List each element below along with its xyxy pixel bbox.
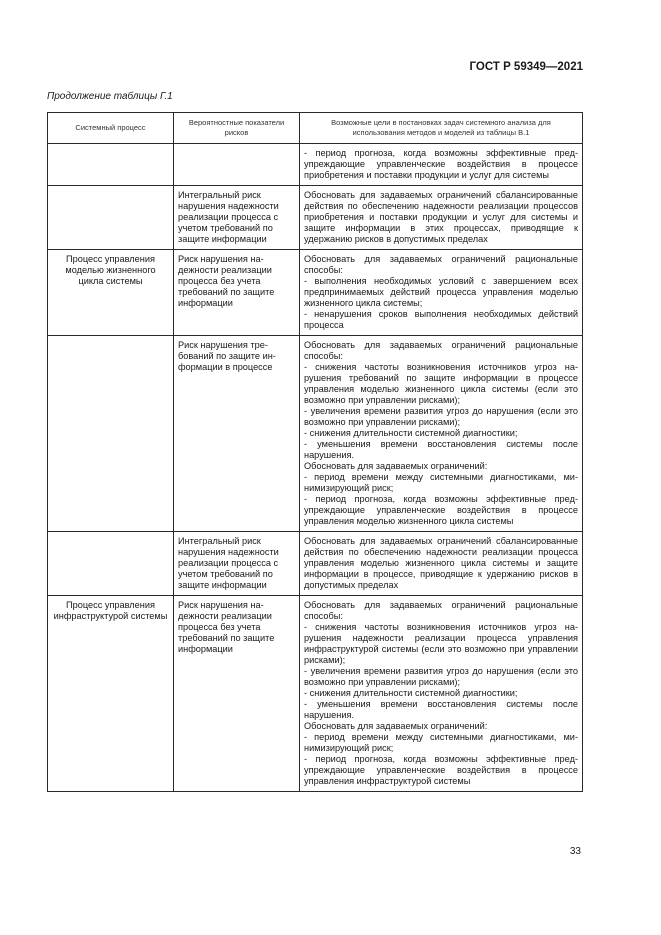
goal-paragraph: Обосновать для задаваемых ограничений:: [304, 461, 488, 471]
cell-analysis-goal: [300, 186, 583, 250]
column-header-goal: Возможные цели в постановках задач системного анализа для использования методов и моделей из таблицы В.1: [300, 113, 583, 144]
cell-system-process: Процесс управления инфраструктурой системы: [48, 596, 174, 792]
requirements-table: [47, 112, 583, 792]
goal-paragraph: - снижения длительности системной диагностики;: [304, 428, 518, 438]
table-caption: Продолжение таблицы Г.1: [47, 91, 173, 102]
cell-analysis-goal: [300, 250, 583, 336]
goal-paragraph: Обосновать для задаваемых ограничений сбалансированные действия по обеспечению надежности реализации процессов приобретения и поставки продукции и услуг для системы и защите информации в этих процессах, приводящие к удержанию рисков в допустимых пределах: [304, 190, 578, 244]
goal-paragraph: - снижения длительности системной диагностики;: [304, 688, 518, 698]
goal-paragraph: - уменьшения времени восстановления системы после нарушения.: [304, 699, 578, 720]
table-row: [48, 336, 583, 532]
cell-system-process: [48, 336, 174, 532]
goal-paragraph: Обосновать для задаваемых ограничений рациональные способы:: [304, 254, 578, 275]
cell-analysis-goal: [300, 144, 583, 186]
cell-risk-indicator: Риск нарушения надежности реализации процесса без учета требований по защите информации: [174, 250, 300, 336]
cell-risk-indicator: Интегральный риск нарушения надежности реализации процесса с учетом требований по защите информации: [174, 186, 300, 250]
cell-analysis-goal: [300, 532, 583, 596]
document-code: ГОСТ Р 59349—2021: [469, 61, 583, 73]
goal-paragraph: - увеличения времени развития угроз до нарушения (если это возможно при управлении рисками);: [304, 666, 578, 687]
cell-analysis-goal: [300, 336, 583, 532]
column-header-process: Системный процесс: [48, 113, 174, 144]
table-header-row: [48, 113, 583, 144]
cell-system-process: [48, 144, 174, 186]
table-row: [48, 144, 583, 186]
goal-paragraph: - ненарушения сроков выполнения необходимых действий процесса: [304, 309, 578, 330]
cell-risk-indicator: Риск нарушения надежности реализации процесса без учета требований по защите информации: [174, 596, 300, 792]
page-number: 33: [569, 846, 581, 857]
goal-paragraph: Обосновать для задаваемых ограничений рациональные способы:: [304, 600, 578, 621]
goal-paragraph: - снижения частоты возникновения источников угроз нарушения надежности реализации процесса управления инфраструктурой системы (если это возможно при управлении рисками);: [304, 622, 578, 665]
goal-paragraph: - снижения частоты возникновения источников угроз нарушения требований по защите информации в процессе управления моделью жизненного цикла системы (если это возможно при управлении рисками);: [304, 362, 578, 405]
goal-paragraph: - период прогноза, когда возможны эффективные предупреждающие управленческие воздействия в процессе приобретения и поставки продукции и услуг для системы: [304, 148, 578, 180]
cell-system-process: Процесс управления моделью жизненного цикла системы: [48, 250, 174, 336]
table-row: [48, 186, 583, 250]
goal-paragraph: - увеличения времени развития угроз до нарушения (если это возможно при управлении рисками);: [304, 406, 578, 427]
goal-paragraph: - период прогноза, когда возможны эффективные предупреждающие управленческие воздействия в процессе управления инфраструктурой системы: [304, 754, 578, 786]
goal-paragraph: Обосновать для задаваемых ограничений рациональные способы:: [304, 340, 578, 361]
table-row: [48, 250, 583, 336]
goal-paragraph: - период времени между системными диагностиками, минимизирующий риск;: [304, 732, 578, 753]
table-body: [48, 144, 583, 792]
goal-paragraph: - период прогноза, когда возможны эффективные предупреждающие управленческие воздействия в процессе управления моделью жизненного цикла системы: [304, 494, 578, 526]
cell-analysis-goal: [300, 596, 583, 792]
goal-paragraph: - выполнения необходимых условий с завершением всех предпринимаемых действий процесса управления моделью жизненного цикла системы;: [304, 276, 578, 308]
goal-paragraph: Обосновать для задаваемых ограничений:: [304, 721, 488, 731]
table-row: [48, 532, 583, 596]
goal-paragraph: - период времени между системными диагностиками, минимизирующий риск;: [304, 472, 578, 493]
cell-risk-indicator: Интегральный риск нарушения надежности реализации процесса с учетом требований по защите информации: [174, 532, 300, 596]
goal-paragraph: - уменьшения времени восстановления системы после нарушения.: [304, 439, 578, 460]
cell-risk-indicator: [174, 144, 300, 186]
column-header-risk: Вероятностные показатели рисков: [174, 113, 300, 144]
table-row: [48, 596, 583, 792]
goal-paragraph: Обосновать для задаваемых ограничений сбалансированные действия по обеспечению надежности реализации процесса управления моделью жизненного цикла системы и защите информации в процессе, приводящие к удержанию рисков в допустимых пределах: [304, 536, 578, 590]
cell-risk-indicator: Риск нарушения требований по защите информации в процессе: [174, 336, 300, 532]
cell-system-process: [48, 532, 174, 596]
cell-system-process: [48, 186, 174, 250]
